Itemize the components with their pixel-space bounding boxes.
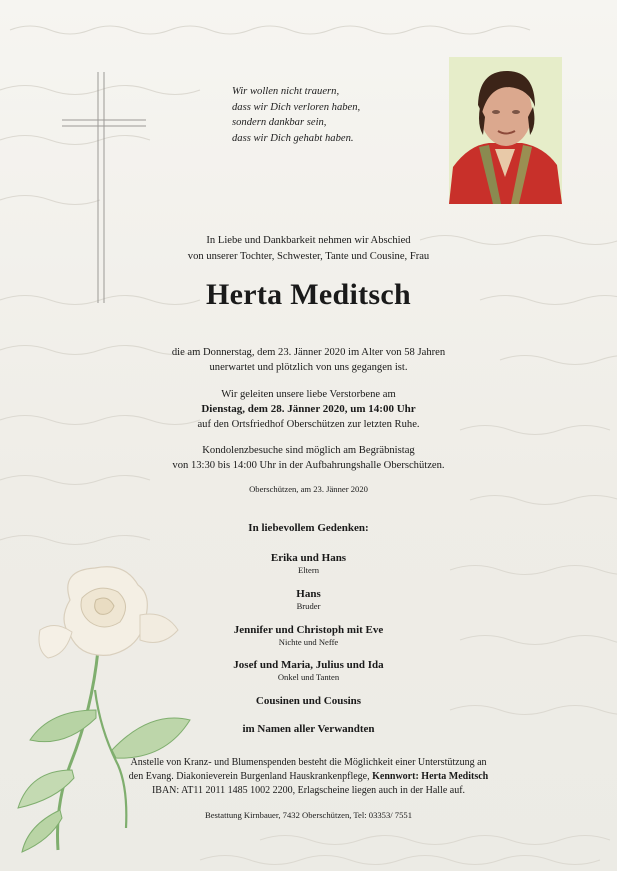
intro-line: In Liebe und Dankbarkeit nehmen wir Abschied — [206, 235, 411, 246]
family-relation: Onkel und Tanten — [277, 672, 340, 682]
memory-heading-text: In liebevollem Gedenken: — [248, 522, 369, 534]
family-name: Erika und Hans — [270, 552, 347, 564]
family-name: Hans — [296, 588, 321, 600]
place-date: Oberschützen, am 23. Jänner 2020 — [249, 484, 368, 494]
poem-line: dass wir Dich verloren haben, — [232, 101, 361, 113]
poem — [232, 84, 360, 146]
condolence-line: Kondolenzbesuche sind möglich am Begräbnistag — [202, 445, 415, 456]
condolence-line: von 13:30 bis 14:00 Uhr in der Aufbahrungshalle Oberschützen. — [172, 460, 445, 471]
death-line: unerwartet und plötzlich von uns gegangen ist. — [209, 362, 408, 373]
donation-line: IBAN: AT11 2011 1485 1002 2200, Erlagscheine liegen auch in der Halle auf. — [151, 785, 466, 796]
death-notice — [0, 345, 617, 375]
intro-text — [0, 233, 617, 264]
poem-line: dass wir Dich gehabt haben. — [232, 132, 354, 144]
donation-text: den Evang. Diakonieverein Burgenland Hauskrankenpflege, — [128, 771, 373, 782]
poem-line: Wir wollen nicht trauern, — [232, 86, 340, 97]
family-name: Jennifer und Christoph mit Eve — [233, 624, 384, 636]
family-name: Josef und Maria, Julius und Ida — [233, 659, 384, 671]
family-relation: Bruder — [296, 601, 321, 611]
funeral-date: Dienstag, dem 28. Jänner 2020, um 14:00 Uhr — [201, 403, 416, 415]
family-name: Cousinen und Cousins — [255, 695, 362, 707]
rose-illustration — [0, 560, 220, 860]
family-relation: Eltern — [298, 565, 319, 575]
family-relation: Nichte und Neffe — [278, 637, 339, 647]
funeral-notice — [0, 387, 617, 432]
portrait-photo — [449, 57, 562, 204]
family-name: im Namen aller Verwandten — [242, 723, 375, 735]
deceased-name: Herta Meditsch — [206, 278, 411, 311]
cross-icon — [60, 70, 150, 305]
memory-heading — [0, 521, 617, 536]
funeral-line: Wir geleiten unsere liebe Verstorbene am — [221, 389, 396, 400]
poem-line: sondern dankbar sein, — [232, 117, 327, 129]
death-line: die am Donnerstag, dem 23. Jänner 2020 im Alter von 58 Jahren — [171, 347, 446, 358]
condolence-notice — [0, 443, 617, 473]
undertaker-info: Bestattung Kirnbauer, 7432 Oberschützen, Tel: 03353/ 7551 — [204, 810, 412, 820]
intro-line: von unserer Tochter, Schwester, Tante und Cousine, Frau — [187, 250, 430, 262]
donation-line: Anstelle von Kranz- und Blumenspenden besteht die Möglichkeit einer Unterstützung an — [130, 757, 487, 768]
funeral-line: auf den Ortsfriedhof Oberschützen zur letzten Ruhe. — [197, 419, 420, 430]
donation-keyword: Kennwort: Herta Meditsch — [372, 771, 489, 782]
